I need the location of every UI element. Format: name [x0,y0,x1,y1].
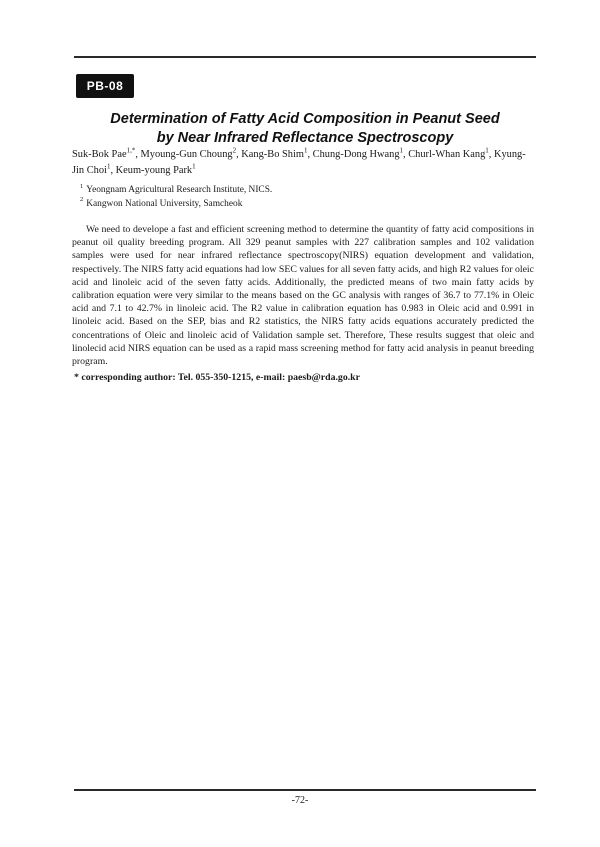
author: Kyung-Jin Choi$^1$, [72,149,526,176]
author: Suk-Bok Pae$^{1,*}$, [72,146,141,160]
author: Myoung-Gun Choung$^2$, [140,146,242,160]
session-badge: PB-08 [76,74,134,98]
affiliation-item: $^1$ Yeongnam Agricultural Research Institute, NICS. [80,182,273,195]
affiliation-item: $^2$ Kangwon National University, Samcheok [80,196,243,209]
author-list [72,147,534,179]
author: Kang-Bo Shim$^1$, [241,146,313,160]
title-line-1: Determination of Fatty Acid Composition in Peanut Seed [110,111,500,127]
title-line-2: by Near Infrared Reflectance Spectroscopy [156,130,454,146]
author: Chung-Dong Hwang$^1$, [312,146,409,160]
author: Churl-Whan Kang$^1$, [408,146,494,160]
bottom-rule [74,789,536,791]
author: Keum-young Park$^1$ [115,162,196,176]
corresponding-author: * corresponding author: Tel. 055-350-1215, e-mail: paesb@rda.go.kr [74,372,360,383]
top-rule [74,56,536,58]
abstract-text: We need to develope a fast and efficient screening method to determine the quantity of fatty acid compositions in peanut oil quality breeding program. All 329 peanut samples with 227 calibration samples and 102 validation samples were used for near infrared reflectance spectroscopy(NIRS) equation development and validation, respectively. The NIRS fatty acid equations had low SEC values for all seven fatty acids, and high R2 values for oleic acid and linoleic acid of the seven fatty acids. Additionally, the predicted means of two main fatty acids by calibration equation were very similar to the means based on the GC analysis with ranges of 36.7 to 77.1% in Oleic acid and 7.1 to 42.7% in linoleic acid. The R2 value in calibration equation has 0.983 in Oleic acid and 0.991 in linoleic acid. Based on the SEP, bias and R2 statistics, the NIRS fatty acids equations accurately predicted the concentrations of Oleic and linoleic acid of Validation sample set. Therefore, These results suggest that oleic and linolecid acid NIRS equation can be used as a rapid mass screening method for fatty acid analysis in peanut breeding program. [72,224,534,368]
affiliation-list [80,184,520,211]
paper-title [60,110,550,148]
page-number: -72- [291,795,309,806]
